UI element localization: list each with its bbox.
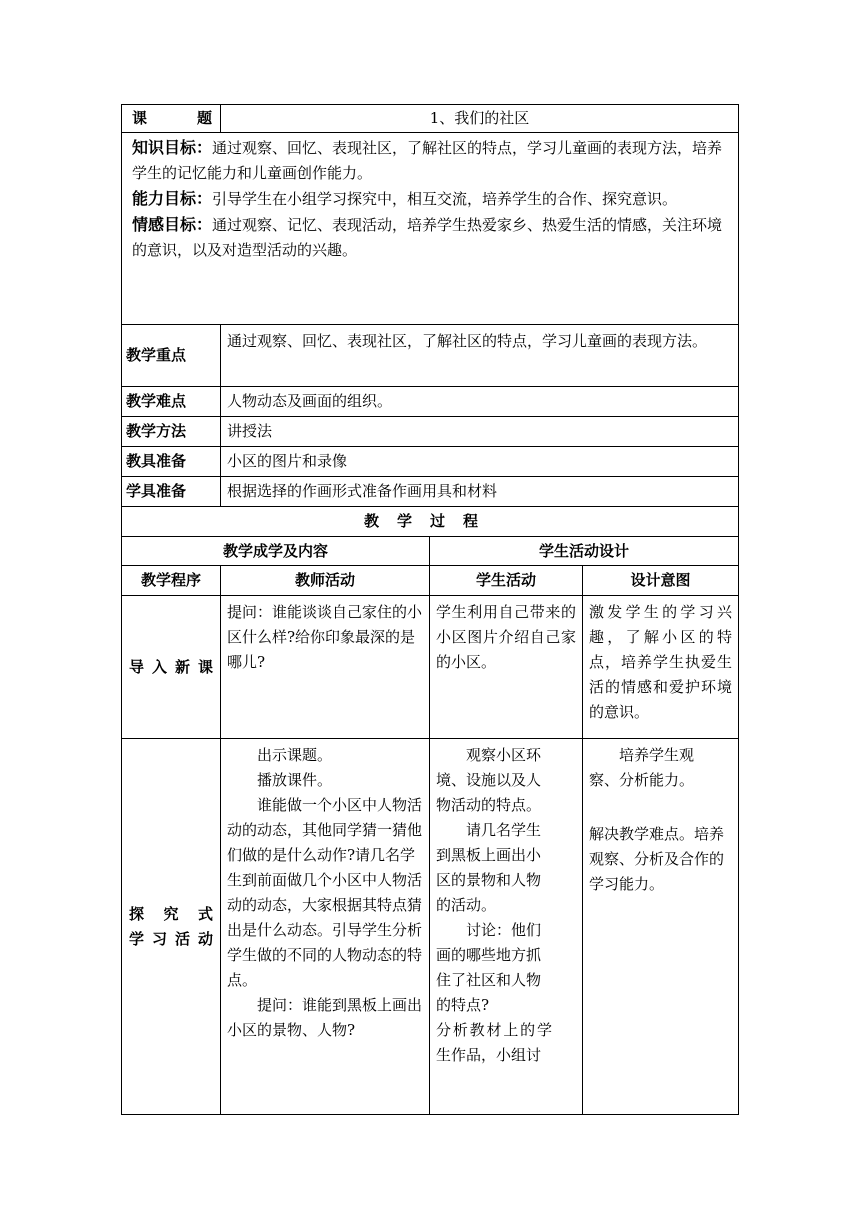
col-header-design-intent: 设计意图 (583, 566, 739, 596)
inquiry-student-activity (430, 739, 583, 1115)
info-row-difficulty (122, 387, 739, 417)
ability-objective (132, 186, 732, 212)
intro-teacher-activity (221, 596, 430, 739)
method-label: 教学方法 (122, 417, 221, 447)
stage-inquiry (122, 739, 221, 1115)
info-row-learning-tools (122, 477, 739, 507)
group-header-student-design: 学生活动设计 (430, 537, 739, 566)
emotion-objective (132, 212, 732, 263)
learning-tools-value: 根据选择的作画形式准备作画用具和材料 (221, 477, 739, 507)
inquiry-student-para-2: 请几名学生到黑板上画出小区的景物和人物的活动。 (436, 821, 542, 914)
process-title: 教学过程 (363, 512, 496, 530)
key-point-value: 通过观察、回忆、表现社区，了解社区的特点，学习儿童画的表现方法。 (221, 325, 739, 387)
topic-label-cell (122, 105, 221, 133)
emotion-objective-text: 通过观察、记忆、表现活动，培养学生热爱家乡、热爱生活的情感，关注环境的意识，以及对造型活动的兴趣。 (132, 216, 723, 259)
method-value: 讲授法 (221, 417, 739, 447)
inquiry-student-para-4: 分析教材上的学生作品，小组讨 (436, 1021, 552, 1064)
ability-objective-text: 引导学生在小组学习探究中，相互交流，培养学生的合作、探究意识。 (212, 190, 678, 208)
emotion-objective-label: 情感目标： (132, 215, 213, 234)
intro-teacher-text: 提问：谁能谈谈自己家住的小区什么样?给你印象最深的是哪儿? (227, 603, 423, 671)
intro-student-activity (430, 596, 583, 739)
topic-label-char-1: 课 (132, 109, 148, 127)
title-row (122, 105, 739, 133)
inquiry-student-para-3: 讨论：他们画的哪些地方抓住了社区和人物的特点? (436, 921, 542, 1014)
difficulty-value: 人物动态及画面的组织。 (221, 387, 739, 417)
info-row-key-point (122, 325, 739, 387)
stage-inquiry-line-1: 探究式 (129, 904, 213, 923)
objectives-row (122, 133, 739, 325)
stage-inquiry-line-2: 学习活动 (129, 929, 213, 948)
ability-objective-label: 能力目标： (132, 189, 213, 208)
info-row-method (122, 417, 739, 447)
group-header-teaching: 教学成学及内容 (122, 537, 430, 566)
inquiry-intent-para-2: 解决教学难点。培养观察、分析及合作的学习能力。 (589, 825, 725, 893)
process-row-intro (122, 596, 739, 739)
intro-student-text: 学生利用自己带来的小区图片介绍自己家的小区。 (436, 603, 576, 671)
inquiry-design-intent (583, 739, 739, 1115)
knowledge-objective (132, 135, 732, 186)
lesson-title: 1、我们的社区 (221, 105, 739, 133)
inquiry-student-para-1: 观察小区环境、设施以及人物活动的特点。 (436, 746, 542, 814)
col-header-teacher-activity: 教师活动 (221, 566, 430, 596)
intro-design-intent (583, 596, 739, 739)
info-row-teaching-aids (122, 447, 739, 477)
inquiry-teacher-activity (221, 739, 430, 1115)
difficulty-label: 教学难点 (122, 387, 221, 417)
inquiry-intent-para-1: 培养学生观察、分析能力。 (589, 746, 695, 789)
inquiry-teacher-para-1: 出示课题。 (257, 746, 333, 764)
process-row-inquiry (122, 739, 739, 1115)
col-header-procedure: 教学程序 (122, 566, 221, 596)
intro-intent-text: 激发学生的学习兴趣，了解小区的特点，培养学生执爱生活的情感和爱护环境的意识。 (589, 603, 732, 721)
topic-label-char-2: 题 (196, 109, 212, 127)
process-title-cell (122, 507, 739, 537)
lesson-plan-table (121, 104, 739, 1115)
group-header-row (122, 537, 739, 566)
objectives-cell (122, 133, 739, 325)
inquiry-teacher-para-4: 提问：谁能到黑板上画出小区的景物、人物? (227, 996, 423, 1039)
key-point-label: 教学重点 (122, 325, 221, 387)
knowledge-objective-label: 知识目标： (132, 138, 213, 157)
stage-intro: 导入新课 (122, 596, 221, 739)
knowledge-objective-text: 通过观察、回忆、表现社区，了解社区的特点，学习儿童画的表现方法，培养学生的记忆能力和儿童画创作能力。 (132, 139, 723, 182)
teaching-aids-label: 教具准备 (122, 447, 221, 477)
column-header-row (122, 566, 739, 596)
learning-tools-label: 学具准备 (122, 477, 221, 507)
inquiry-teacher-para-2: 播放课件。 (257, 771, 333, 789)
inquiry-teacher-para-3: 谁能做一个小区中人物活动的动态，其他同学猜一猜他们做的是什么动作?请几名学生到前面做几个小区中人物活动的动态，大家根据其特点猜出是什么动态。引导学生分析学生做的不同的人物动态的特点。 (227, 796, 423, 989)
process-title-row (122, 507, 739, 537)
col-header-student-activity: 学生活动 (430, 566, 583, 596)
teaching-aids-value: 小区的图片和录像 (221, 447, 739, 477)
